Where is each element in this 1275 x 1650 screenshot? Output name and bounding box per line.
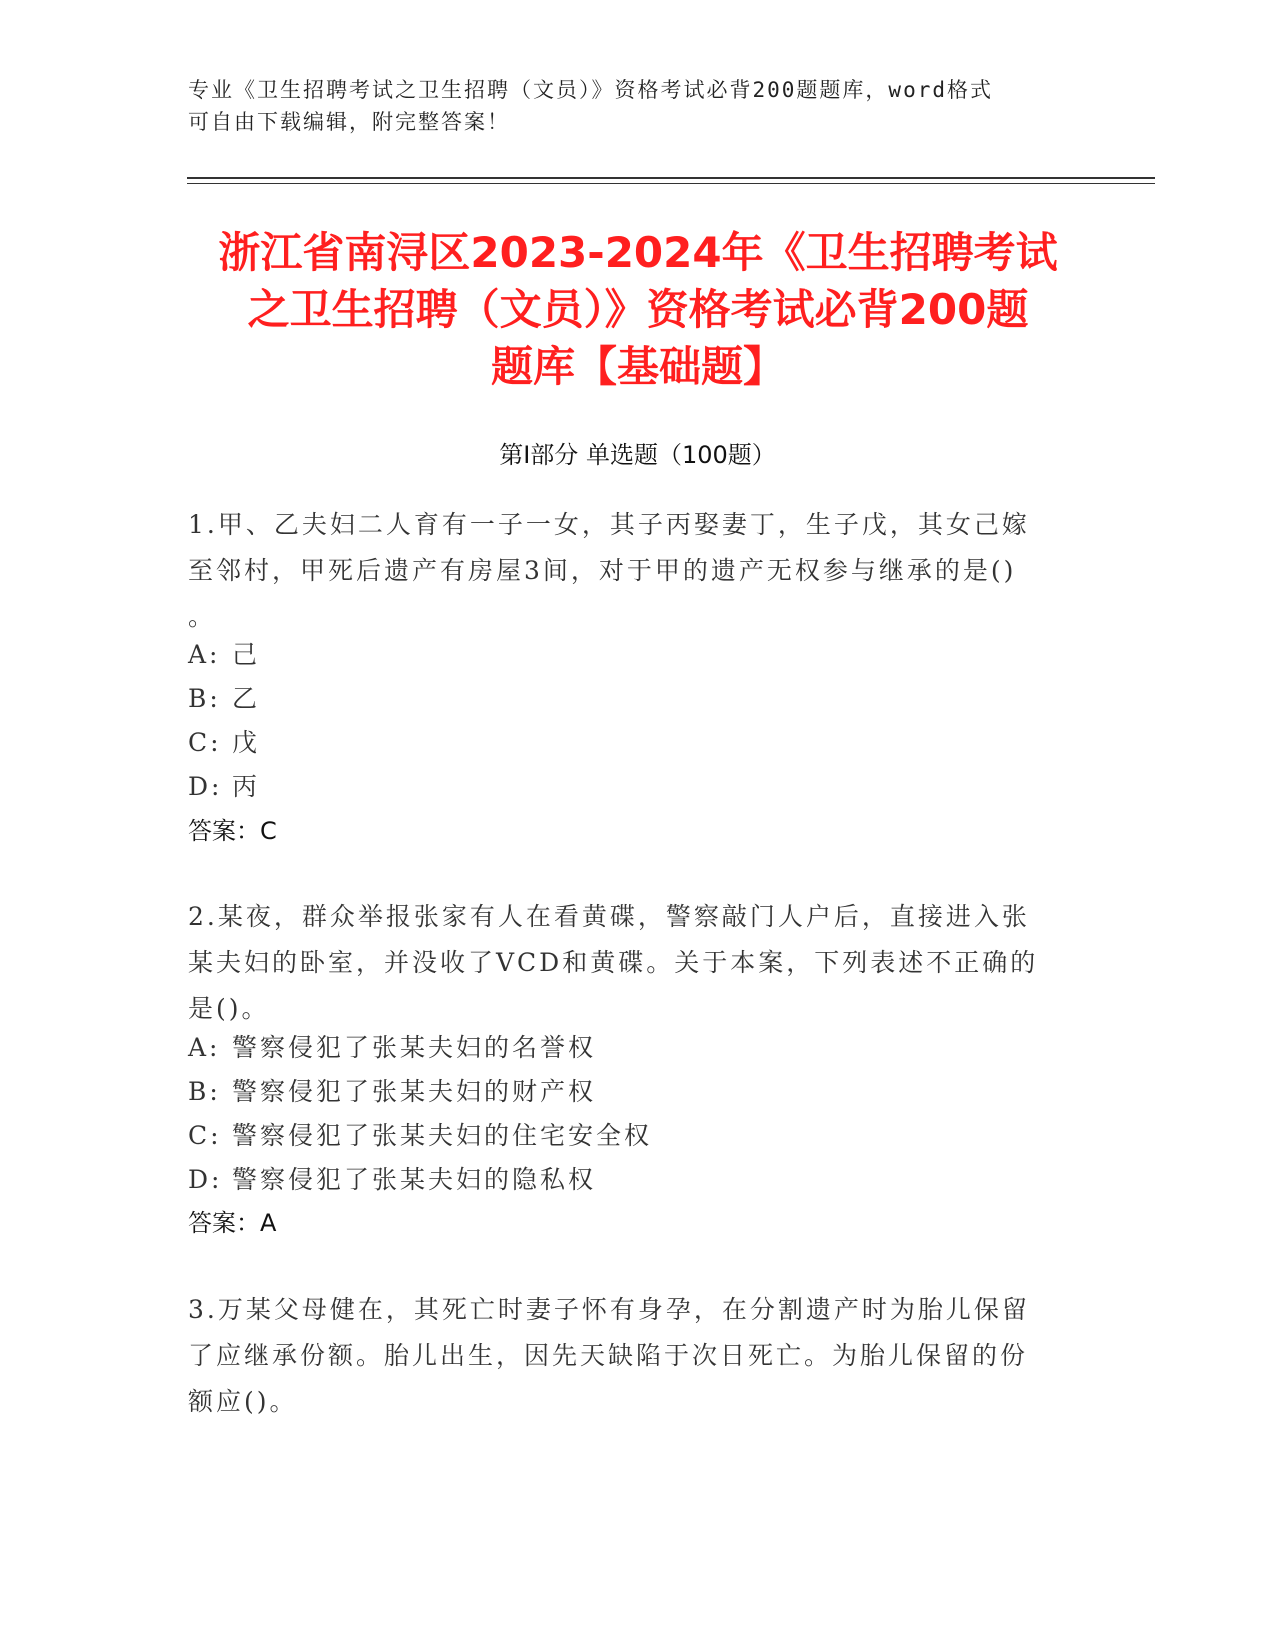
header-divider-thick xyxy=(187,177,1155,179)
stem-line: 某夫妇的卧室，并没收了VCD和黄碟。关于本案，下列表述不正确的 xyxy=(188,948,1039,977)
option-letter: B: xyxy=(188,684,221,713)
title-line: 题库【基础题】 xyxy=(490,342,785,391)
question-option xyxy=(188,1025,1068,1071)
option-text: 丙 xyxy=(232,772,261,801)
document-title xyxy=(198,224,1078,395)
option-text: 警察侵犯了张某夫妇的名誉权 xyxy=(232,1033,597,1062)
answer-line: 答案：C xyxy=(188,817,277,845)
option-text: 警察侵犯了张某夫妇的财产权 xyxy=(232,1077,597,1106)
stem-line: 额应()。 xyxy=(188,1387,298,1416)
option-text: 乙 xyxy=(232,684,261,713)
option-letter: D: xyxy=(188,772,223,801)
question-option xyxy=(188,632,1068,678)
stem-line: 至邻村，甲死后遗产有房屋3间，对于甲的遗产无权参与继承的是() xyxy=(188,556,1017,585)
question-stem xyxy=(188,1287,1068,1425)
question-option xyxy=(188,1113,1068,1159)
option-text: 警察侵犯了张某夫妇的隐私权 xyxy=(232,1165,597,1194)
title-line: 浙江省南浔区2023-2024年《卫生招聘考试 xyxy=(218,228,1058,277)
stem-line: 2.某夜，群众举报张家有人在看黄碟，警察敲门人户后，直接进入张 xyxy=(188,902,1030,931)
stem-line: 3.万某父母健在，其死亡时妻子怀有身孕，在分割遗产时为胎儿保留 xyxy=(188,1295,1030,1324)
stem-line: 。 xyxy=(188,602,217,631)
stem-line: 1.甲、乙夫妇二人育有一子一女，其子丙娶妻丁，生子戊，其女己嫁 xyxy=(188,510,1030,539)
option-letter: C: xyxy=(188,728,222,757)
document-intro xyxy=(188,74,1068,138)
question-option xyxy=(188,676,1068,722)
intro-line: 专业《卫生招聘考试之卫生招聘（文员）》资格考试必背200题题库，word格式 xyxy=(188,78,993,102)
option-text: 警察侵犯了张某夫妇的住宅安全权 xyxy=(232,1121,653,1150)
section-heading: 第I部分 单选题（100题） xyxy=(499,441,776,469)
option-letter: A: xyxy=(188,1033,221,1062)
question-stem xyxy=(188,502,1068,640)
option-letter: A: xyxy=(188,640,221,669)
option-letter: C: xyxy=(188,1121,222,1150)
question-stem xyxy=(188,894,1068,1032)
stem-line: 是()。 xyxy=(188,994,270,1023)
option-letter: B: xyxy=(188,1077,221,1106)
question-option xyxy=(188,720,1068,766)
title-line: 之卫生招聘（文员）》资格考试必背200题 xyxy=(247,285,1029,334)
header-divider-thin xyxy=(187,183,1155,184)
question-option xyxy=(188,1069,1068,1115)
stem-line: 了应继承份额。胎儿出生，因先天缺陷于次日死亡。为胎儿保留的份 xyxy=(188,1341,1029,1370)
option-text: 戊 xyxy=(232,728,261,757)
option-text: 己 xyxy=(232,640,261,669)
question-option xyxy=(188,1157,1068,1203)
option-letter: D: xyxy=(188,1165,223,1194)
answer-line: 答案：A xyxy=(188,1209,277,1237)
question-option xyxy=(188,764,1068,810)
intro-line: 可自由下载编辑，附完整答案！ xyxy=(188,110,510,134)
